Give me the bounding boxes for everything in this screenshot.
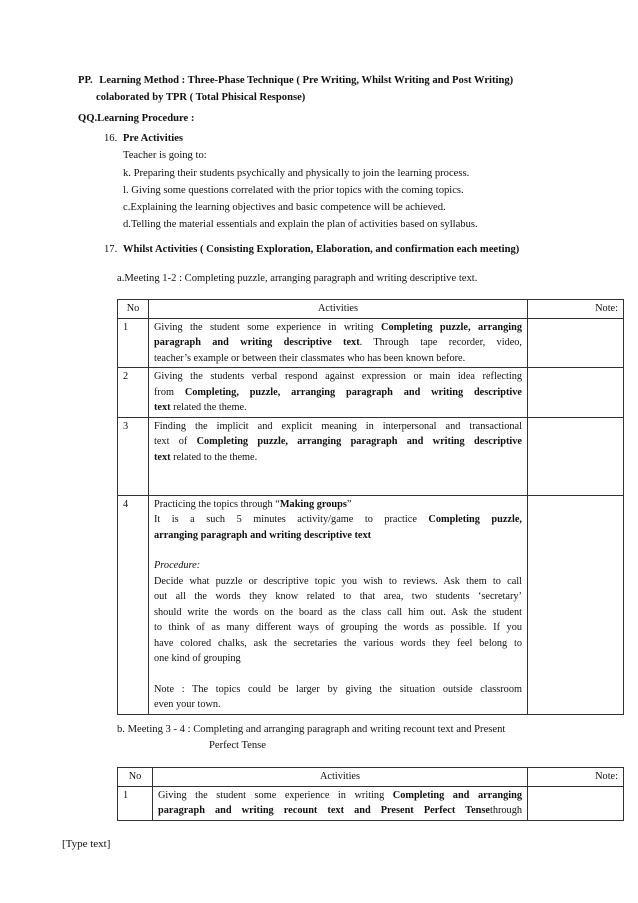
- pre-activities-item: d.Telling the material essentials and explain the plan of activities based on syllabus.: [123, 219, 478, 230]
- row-number: 4: [118, 495, 149, 714]
- method-heading-continuation: colaborated by TPR ( Total Phisical Response): [96, 92, 306, 103]
- whilst-activities-number: 17.: [104, 244, 118, 255]
- row-number: 1: [118, 318, 149, 368]
- meeting-a-table: [117, 299, 624, 715]
- procedure-heading: [78, 112, 194, 125]
- pre-activities-intro: Teacher is going to:: [123, 150, 207, 161]
- column-header-note: Note:: [528, 300, 624, 319]
- method-heading-line1: Learning Method : Three-Phase Technique ( Pre Writing, Whilst Writing and Post Writing): [99, 75, 514, 86]
- table-row: [118, 368, 624, 418]
- pre-activities-item: k. Preparing their students psychically and physically to join the learning process.: [123, 168, 470, 179]
- method-heading-prefix: PP.: [78, 75, 93, 86]
- table-row: [118, 786, 624, 820]
- whilst-activities-heading: [104, 243, 519, 256]
- row-number: 1: [118, 786, 153, 820]
- table-header-row: [118, 768, 624, 787]
- column-header-activities: Activities: [153, 768, 528, 787]
- column-header-activities: Activities: [149, 300, 528, 319]
- row-note: [528, 318, 624, 368]
- meeting-b-table: [117, 767, 624, 821]
- table-row: [118, 495, 624, 714]
- row-activity: Giving the students verbal respond against expression or main idea reflecting from Completing, puzzle, arranging paragraph and writing descriptive text related the theme.: [149, 368, 528, 418]
- table-row: [118, 417, 624, 495]
- meeting-a-label: a.Meeting 1-2 : Completing puzzle, arranging paragraph and writing descriptive text.: [117, 273, 478, 284]
- method-heading: [78, 74, 513, 87]
- page-footer: [Type text]: [62, 838, 111, 850]
- row-activity: Giving the student some experience in writing Completing puzzle, arranging paragraph and writing descriptive text. Through tape recorder, video, teacher’s example or between their classmates who has been known before.: [149, 318, 528, 368]
- column-header-note: Note:: [528, 768, 624, 787]
- row-note-text: Note : The topics could be larger by giving the situation outside classroom: [154, 683, 522, 695]
- procedure-label: Procedure:: [154, 560, 201, 571]
- whilst-activities-title: Whilst Activities ( Consisting Exploration, Elaboration, and confirmation each meeting): [122, 244, 520, 255]
- meeting-b-label: b. Meeting 3 - 4 : Completing and arranging paragraph and writing recount text and Present: [117, 724, 506, 735]
- column-header-no: No: [118, 300, 149, 319]
- pre-activities-heading: [104, 132, 183, 145]
- row-activity: Giving the student some experience in writing Completing and arranging paragraph and writing recount text and Present Perfect Tensethrough: [153, 786, 528, 820]
- table-row: [118, 318, 624, 368]
- row-note: [528, 417, 624, 495]
- procedure-heading-text: Learning Procedure :: [97, 113, 195, 124]
- row-note: [528, 368, 624, 418]
- pre-activities-item: c.Explaining the learning objectives and basic competence will be achieved.: [123, 202, 446, 213]
- table-header-row: [118, 300, 624, 319]
- procedure-heading-prefix: QQ.: [78, 113, 98, 124]
- column-header-no: No: [118, 768, 153, 787]
- pre-activities-item: l. Giving some questions correlated with the prior topics with the coming topics.: [123, 185, 464, 196]
- pre-activities-number: 16.: [104, 133, 118, 144]
- row-activity: Finding the implicit and explicit meaning in interpersonal and transactional text of Completing puzzle, arranging paragraph and writing descriptive text related to the theme.: [149, 417, 528, 495]
- pre-activities-title: Pre Activities: [122, 133, 184, 144]
- meeting-b-label-continuation: Perfect Tense: [209, 740, 267, 751]
- row-number: 3: [118, 417, 149, 495]
- row-note: [528, 495, 624, 714]
- row-activity: Practicing the topics through “Making groups” It is a such 5 minutes activity/game to practice Completing puzzle, arranging paragraph and writing descriptive text Procedure: Decide what puzzle or descriptive topic you wish to reviews. Ask them to call out all the words they know related to that area, two students ‘secretary’ should write the words on the board as the class call him out. Ask the student to think of as many different ways of grouping the words as possible. If you have colored chalks, ask the secretaries the various words they feel belong to one kind of grouping Note : The topics could be larger by giving the situation outside classroom even your town.: [149, 495, 528, 714]
- row-number: 2: [118, 368, 149, 418]
- row-note: [528, 786, 624, 820]
